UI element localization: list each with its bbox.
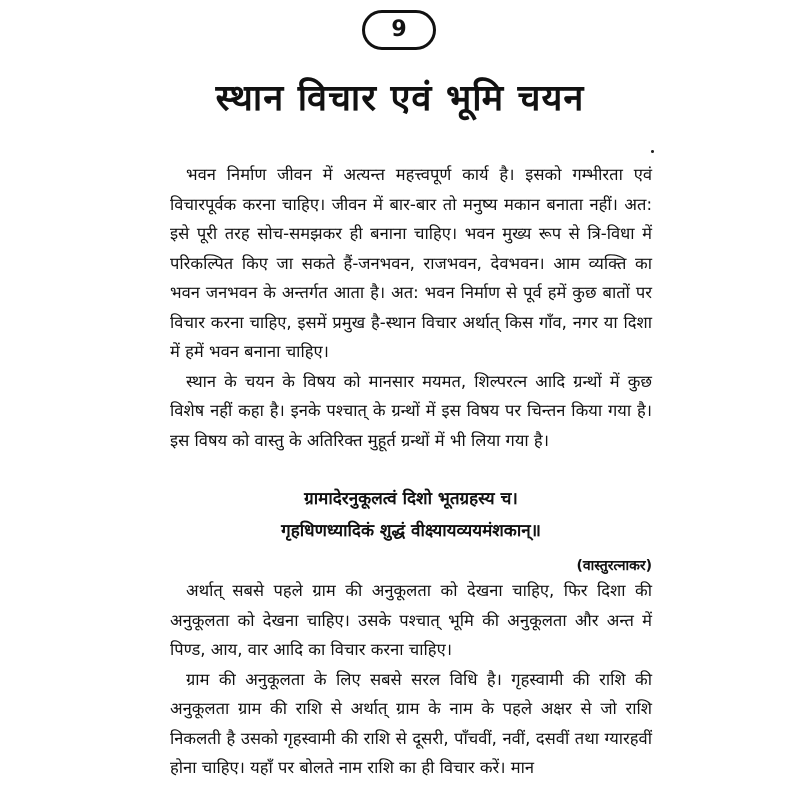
body-text-bottom [170, 576, 652, 783]
chapter-number: 9 [391, 17, 407, 42]
paragraph: स्थान के चयन के विषय को मानसार मयमत, शिल्परत्न आदि ग्रन्थों में कुछ विशेष नहीं कहा है। इनके पश्चात् के ग्रन्थों में इस विषय पर चिन्तन किया गया है। इस विषय को वास्तु के अतिरिक्त मुहूर्त ग्रन्थों में भी लिया गया है। [170, 371, 652, 450]
paragraph: ग्राम की अनुकूलता के लिए सबसे सरल विधि है। गृहस्वामी की राशि की अनुकूलता ग्राम की राशि से अर्थात् ग्राम के नाम के पहले अक्षर से जो राशि निकलती है उसको गृहस्वामी की राशि से दूसरी, पाँचवीं, नवीं, दसवीं तथा ग्यारहवीं होना चाहिए। यहाँ पर बोलते नाम राशि का ही विचार करें। मान [170, 669, 652, 777]
body-text-top [170, 160, 652, 455]
paragraph: अर्थात् सबसे पहले ग्राम की अनुकूलता को देखना चाहिए, फिर दिशा की अनुकूलता को देखना चाहिए। उसके पश्चात् भूमि की अनुकूलता और अन्त में पिण्ड, आय, वार आदि का विचार करना चाहिए। [170, 581, 652, 659]
chapter-title: स्थान विचार एवं भूमि चयन [215, 78, 585, 119]
verse-line-2: गृहधिणध्यादिकं शुद्धं वीक्ष्यायव्ययमंशकान्॥ [281, 521, 541, 541]
ink-speck [651, 150, 654, 153]
paragraph: भवन निर्माण जीवन में अत्यन्त महत्त्वपूर्ण कार्य है। इसको गम्भीरता एवं विचारपूर्वक करना चाहिए। जीवन में बार-बार तो मनुष्य मकान बनाता नहीं। अत: इसे पूरी तरह सोच-समझकर ही बनाना चाहिए। भवन मुख्य रूप से त्रि-विधा में परिकल्पित किए जा सकते हैं-जनभवन, राजभवन, देवभवन। आम व्यक्ति का भवन जनभवन के अन्तर्गत आता है। अत: भवन निर्माण से पूर्व हमें कुछ बातों पर विचार करना चाहिए, इसमें प्रमुख है-स्थान विचार अर्थात् किस गाँव, नगर या दिशा में हमें भवन बनाना चाहिए। [170, 165, 652, 361]
verse-source: (वास्तुरत्नाकर) [576, 558, 652, 574]
chapter-number-badge [362, 10, 436, 50]
verse-line-1: ग्रामादेरनुकूलत्वं दिशो भूतग्रहस्य च। [304, 489, 518, 509]
